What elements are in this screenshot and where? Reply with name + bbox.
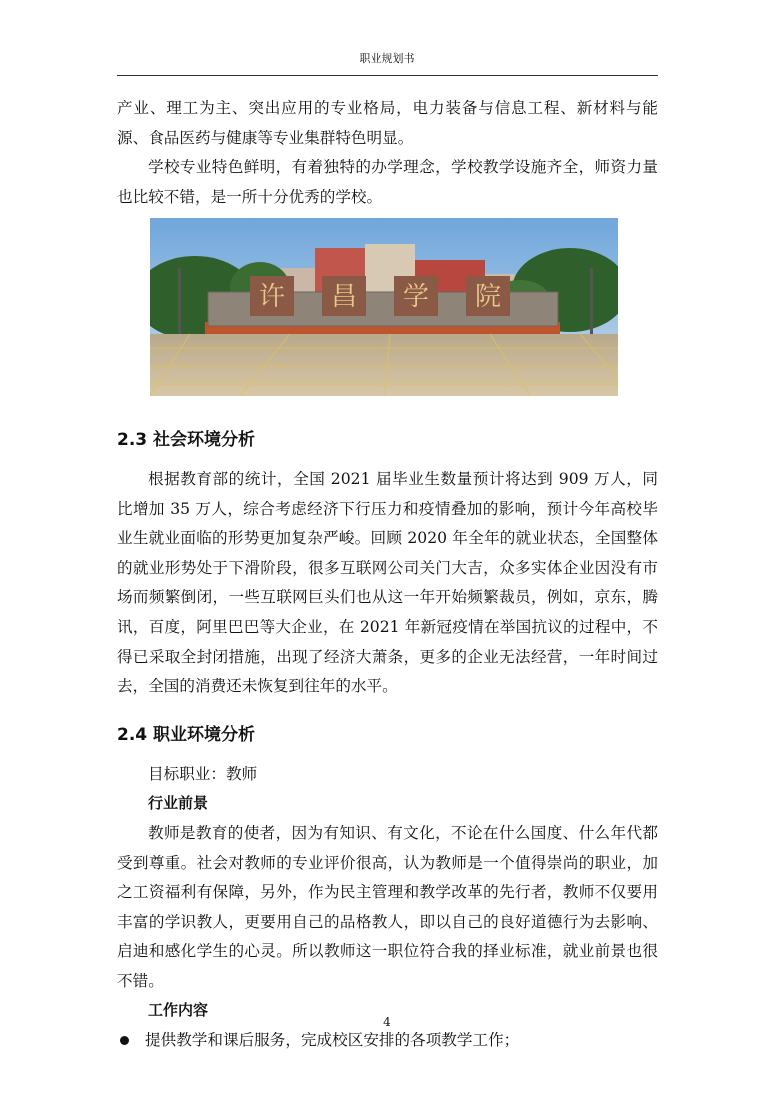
subheading-work-content: 工作内容 [148,1001,209,1020]
subheading-industry-prospects: 行业前景 [148,794,209,813]
industry-prospects-paragraph: 教师是教育的使者，因为有知识、有文化，不论在什么国度、什么年代都受到尊重。社会对教师的专业评价很高，认为教师是一个值得崇尚的职业，加之工资福利有保障，另外，作为民主管理和教学改革的先行者，教师不仅要用丰富的学识教人，更要用自己的品格教人，即以自己的良好道德行为去影响、启迪和感化学生的心灵。所以教师这一职位符合我的择业标准，就业前景也很不错。 [117,823,658,990]
header-divider [117,75,658,76]
section-heading-2-4: 2.4 职业环境分析 [117,724,256,745]
work-content-list-item [117,1026,658,1056]
section-heading-2-3: 2.3 社会环境分析 [117,429,256,450]
campus-gate-photo [150,218,618,396]
intro-paragraph-2: 学校专业特色鲜明，有着独特的办学理念，学校教学设施齐全，师资力量也比较不错，是一所十分优秀的学校。 [117,158,658,206]
page-content [117,94,658,1056]
page-header: 职业规划书 [359,52,415,65]
intro-paragraph-1: 产业、理工为主、突出应用的专业格局，电力装备与信息工程、新材料与能源、食品医药与健康等专业集群特色明显。 [117,99,658,147]
gate-char-2: 昌 [330,282,358,313]
gate-char-1: 许 [258,282,286,313]
page-number: 4 [383,1015,391,1029]
gate-char-4: 院 [474,282,502,313]
bullet-icon [120,1036,129,1045]
social-environment-paragraph: 根据教育部的统计，全国 2021 届毕业生数量预计将达到 909 万人，同比增加 35 万人，综合考虑经济下行压力和疫情叠加的影响，预计今年高校毕业生就业面临的形势更加复杂严峻。回顾 2020 年全年的就业状态，全国整体的就业形势处于下滑阶段，很多互联网公司关门大吉，众多实体企业因没有市场而频繁倒闭，一些互联网巨头们也从这一年开始频繁裁员，例如，京东，腾讯，百度，阿里巴巴等大企业，在 2021 年新冠疫情在举国抗议的过程中，不得已采取全封闭措施，出现了经济大萧条，更多的企业无法经营，一年时间过去，全国的消费还未恢复到往年的水平。 [117,469,658,696]
gate-char-3: 学 [402,282,430,313]
list-item-text: 提供教学和课后服务，完成校区安排的各项教学工作； [145,1031,520,1050]
target-occupation: 目标职业：教师 [148,764,258,783]
